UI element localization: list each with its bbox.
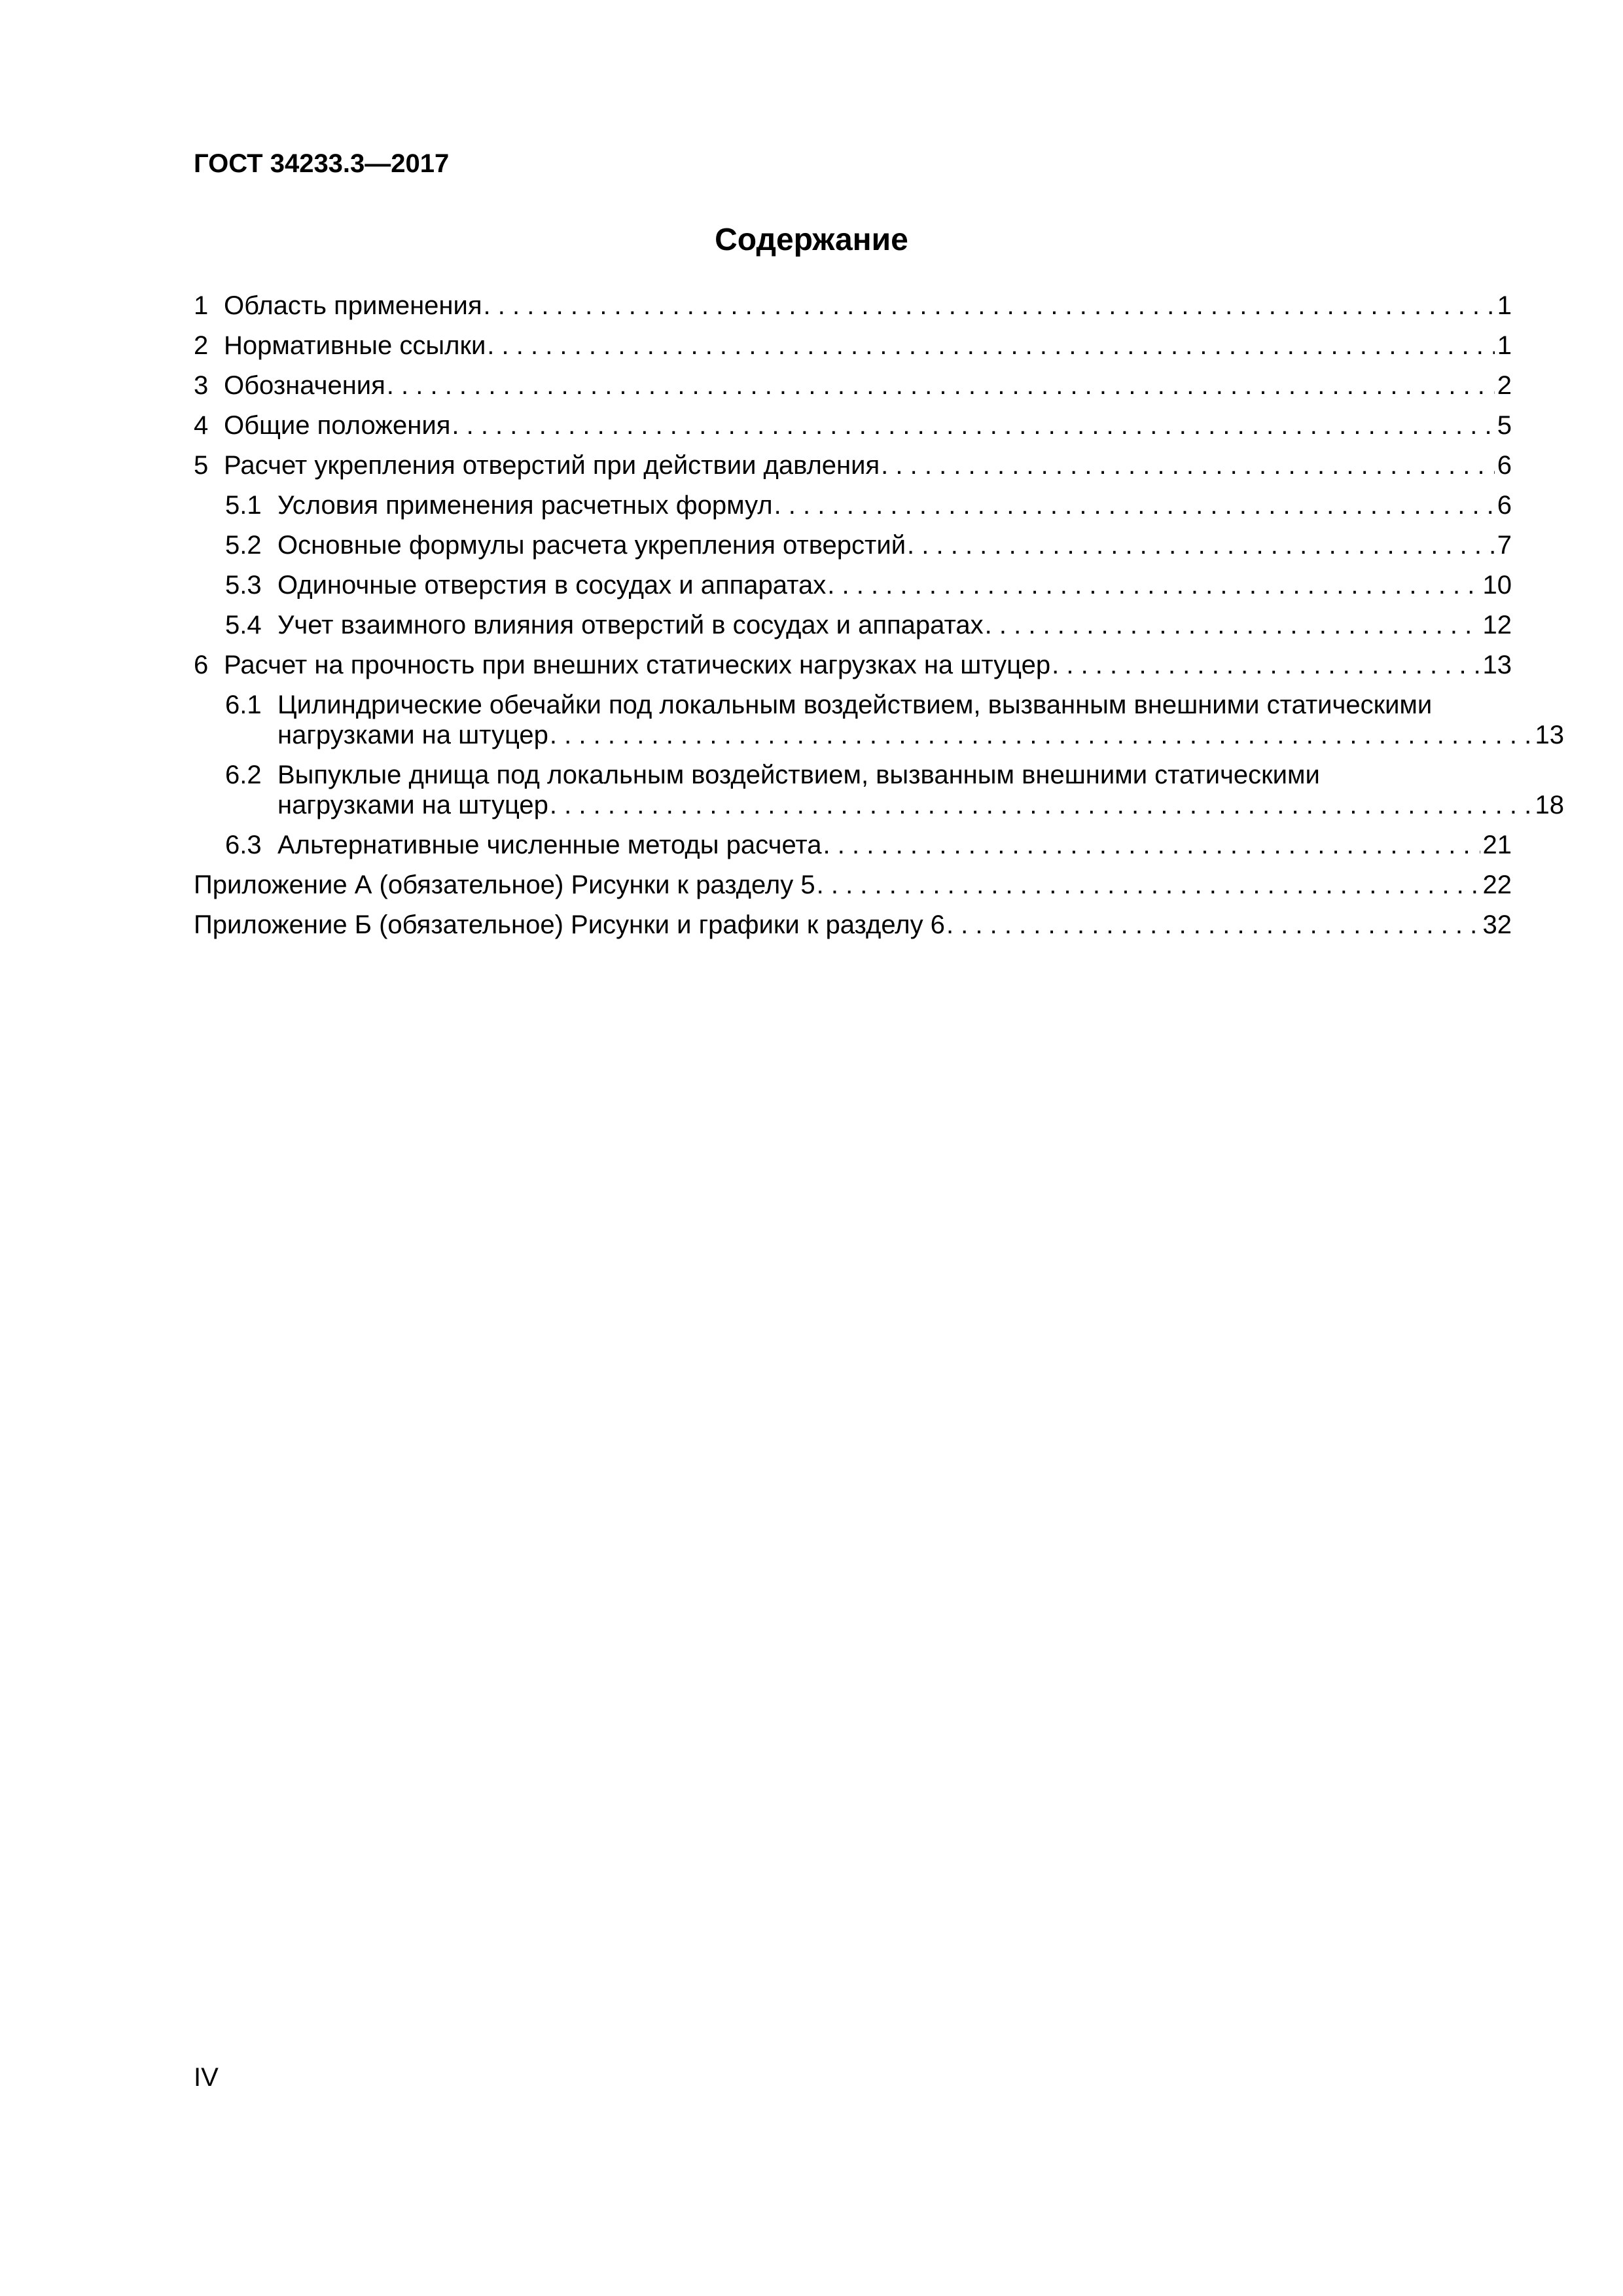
dot-leader [907,530,1495,560]
toc-entry-page: 1 [1497,291,1512,320]
toc-entry-number: 6.1 [225,691,262,719]
dot-leader [823,830,1480,860]
toc-entry-6-1[interactable] [194,690,1564,750]
toc-entry-page: 1 [1497,331,1512,360]
toc-title: Содержание [715,223,908,257]
toc-entry-title: Учет взаимного влияния отверстий в сосудах и аппаратах [277,611,984,639]
toc-entry-title: Нормативные ссылки [224,331,486,360]
toc-entry-5[interactable] [194,450,1512,480]
dot-leader [452,410,1494,440]
toc-entry-number: 5.2 [225,531,262,560]
toc-entry-1[interactable] [194,291,1512,321]
toc-entry-page: 18 [1535,791,1564,819]
toc-entry-number: 2 [194,331,209,360]
toc-entry-4[interactable] [194,410,1512,440]
toc-entry-page: 2 [1497,371,1512,400]
toc-entry-5-4[interactable] [194,610,1512,640]
toc-entry-page: 13 [1535,721,1564,749]
toc-entry-page: 22 [1482,870,1512,899]
toc-entry-appendix-a[interactable] [194,870,1512,900]
toc-entry-6-2[interactable] [194,760,1564,820]
toc-entry-number: 5.1 [225,491,262,520]
dot-leader [1052,650,1480,680]
toc-entry-number: 5.3 [225,571,262,600]
toc-entry-2[interactable] [194,331,1512,361]
toc-entry-title: Приложение А (обязательное) Рисунки к разделу 5 [194,870,815,899]
toc-entry-page: 5 [1497,411,1512,440]
dot-leader [550,790,1533,820]
toc-entry-title-line2: нагрузками на штуцер [277,791,548,819]
toc-entry-title-line1: Цилиндрические обечайки под локальным воздействием, вызванным внешними статическими [277,691,1433,719]
dot-leader [484,291,1495,321]
toc-entry-title: Обозначения [224,371,385,400]
toc-entry-title: Общие положения [224,411,451,440]
toc-entry-number: 6 [194,651,209,679]
dot-leader [827,570,1480,600]
toc-entry-5-1[interactable] [194,490,1512,520]
dot-leader [817,870,1480,900]
toc-entry-5-3[interactable] [194,570,1512,600]
toc-entry-number: 3 [194,371,209,400]
toc-entry-number: 1 [194,291,209,320]
toc-entry-page: 7 [1497,531,1512,560]
toc-entry-number: 6.2 [225,761,262,789]
toc-entry-title: Альтернативные численные методы расчета [277,831,822,859]
page-number: IV [194,2063,219,2092]
toc-entry-number: 5 [194,451,209,480]
toc-entry-page: 12 [1482,611,1512,639]
toc-entry-title: Расчет на прочность при внешних статических нагрузках на штуцер [224,651,1051,679]
standard-designation: ГОСТ 34233.3—2017 [194,149,450,178]
dot-leader [550,720,1533,750]
toc-entry-title-line2: нагрузками на штуцер [277,721,548,749]
toc-entry-page: 10 [1482,571,1512,600]
toc-entry-page: 21 [1482,831,1512,859]
table-of-contents [194,291,1564,950]
toc-entry-page: 32 [1482,910,1512,939]
toc-entry-title: Область применения [224,291,482,320]
toc-entry-title: Условия применения расчетных формул [277,491,773,520]
toc-entry-page: 13 [1482,651,1512,679]
toc-entry-title: Приложение Б (обязательное) Рисунки и графики к разделу 6 [194,910,945,939]
toc-entry-number: 6.3 [225,831,262,859]
toc-entry-6[interactable] [194,650,1512,680]
toc-entry-title: Одиночные отверстия в сосудах и аппаратах [277,571,827,600]
toc-entry-5-2[interactable] [194,530,1512,560]
toc-entry-number: 4 [194,411,209,440]
toc-entry-title-line1: Выпуклые днища под локальным воздействием, вызванным внешними статическими [277,761,1320,789]
toc-entry-title: Расчет укрепления отверстий при действии давления [224,451,880,480]
dot-leader [487,331,1494,361]
dot-leader [881,450,1495,480]
toc-entry-page: 6 [1497,491,1512,520]
toc-entry-3[interactable] [194,370,1512,401]
toc-entry-6-3[interactable] [194,830,1512,860]
dot-leader [774,490,1495,520]
toc-entry-title: Основные формулы расчета укрепления отверстий [277,531,906,560]
dot-leader [946,910,1480,940]
dot-leader [387,370,1495,401]
toc-entry-page: 6 [1497,451,1512,480]
toc-entry-number: 5.4 [225,611,262,639]
toc-entry-appendix-b[interactable] [194,910,1512,940]
dot-leader [985,610,1480,640]
